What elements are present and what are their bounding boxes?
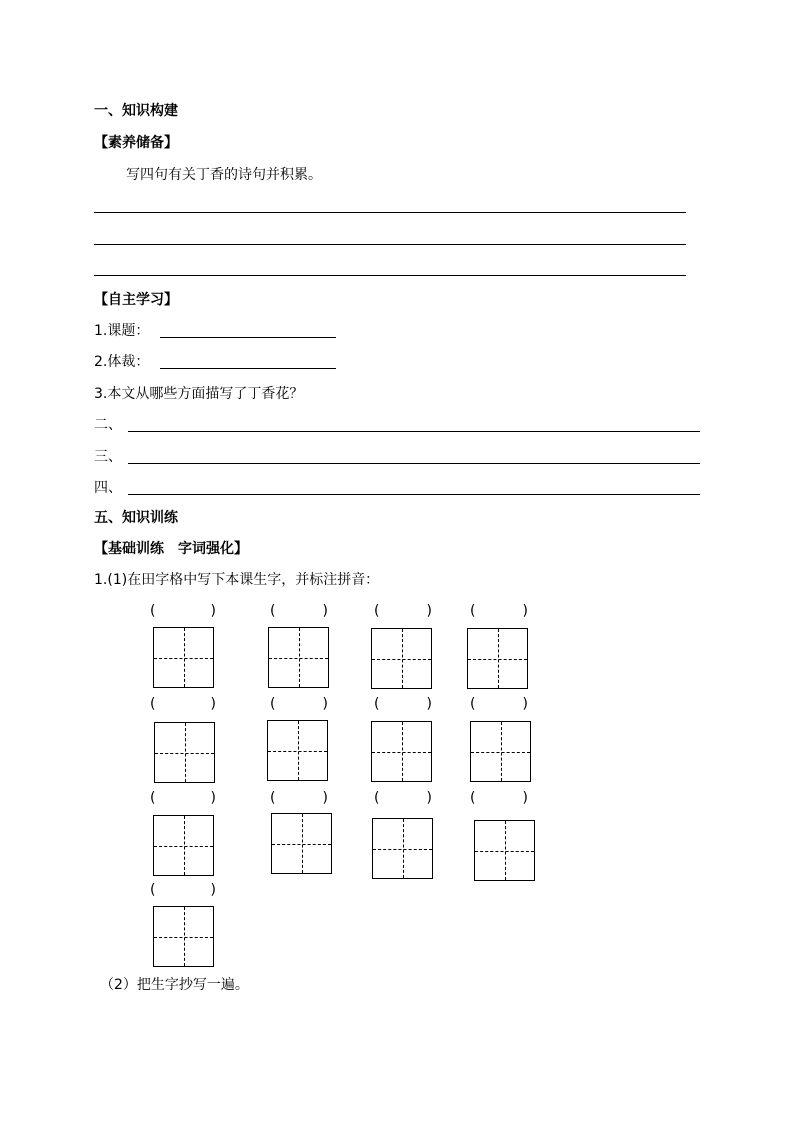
answer-line-title[interactable] <box>160 337 336 338</box>
answer-line-poem-1[interactable] <box>94 212 686 213</box>
answer-line-item-three[interactable] <box>128 463 700 464</box>
tian-zi-ge-box[interactable] <box>271 813 332 874</box>
question-title: 1.课题： <box>94 323 150 339</box>
tian-zi-ge-box[interactable] <box>470 721 531 782</box>
tian-zi-ge-box[interactable] <box>153 627 214 688</box>
answer-line-poem-3[interactable] <box>94 275 686 276</box>
answer-line-genre[interactable] <box>160 368 336 369</box>
heading-self-study: 【自主学习】 <box>94 292 178 308</box>
tian-zi-ge-box[interactable] <box>153 815 214 876</box>
section-title-knowledge-training: 五、知识训练 <box>94 510 178 526</box>
tian-zi-ge-box[interactable] <box>268 627 329 688</box>
question-copy-characters: （2）把生字抄写一遍。 <box>100 977 249 993</box>
heading-basic-training: 【基础训练 字词强化】 <box>94 541 248 557</box>
tian-zi-ge-box[interactable] <box>372 818 433 879</box>
section-title-knowledge-building: 一、知识构建 <box>94 103 178 119</box>
item-two-label: 二、 <box>94 417 122 433</box>
item-three-label: 三、 <box>94 449 122 465</box>
tian-zi-ge-box[interactable] <box>267 720 328 781</box>
item-four-label: 四、 <box>94 480 122 496</box>
tian-zi-ge-box[interactable] <box>474 820 535 881</box>
question-new-characters: 1.(1)在田字格中写下本课生字，并标注拼音： <box>94 572 380 588</box>
question-description-aspects: 3.本文从哪些方面描写了丁香花？ <box>94 386 304 402</box>
answer-line-item-two[interactable] <box>128 431 700 432</box>
tian-zi-ge-box[interactable] <box>467 628 528 689</box>
question-genre: 2.体裁： <box>94 354 150 370</box>
tian-zi-ge-box[interactable] <box>153 906 214 967</box>
tian-zi-ge-box[interactable] <box>371 721 432 782</box>
answer-line-poem-2[interactable] <box>94 244 686 245</box>
tian-zi-ge-box[interactable] <box>371 628 432 689</box>
tian-zi-ge-box[interactable] <box>154 722 215 783</box>
answer-line-item-four[interactable] <box>128 494 700 495</box>
literacy-prompt: 写四句有关丁香的诗句并积累。 <box>126 167 322 183</box>
heading-literacy-reserve: 【素养储备】 <box>94 135 178 151</box>
